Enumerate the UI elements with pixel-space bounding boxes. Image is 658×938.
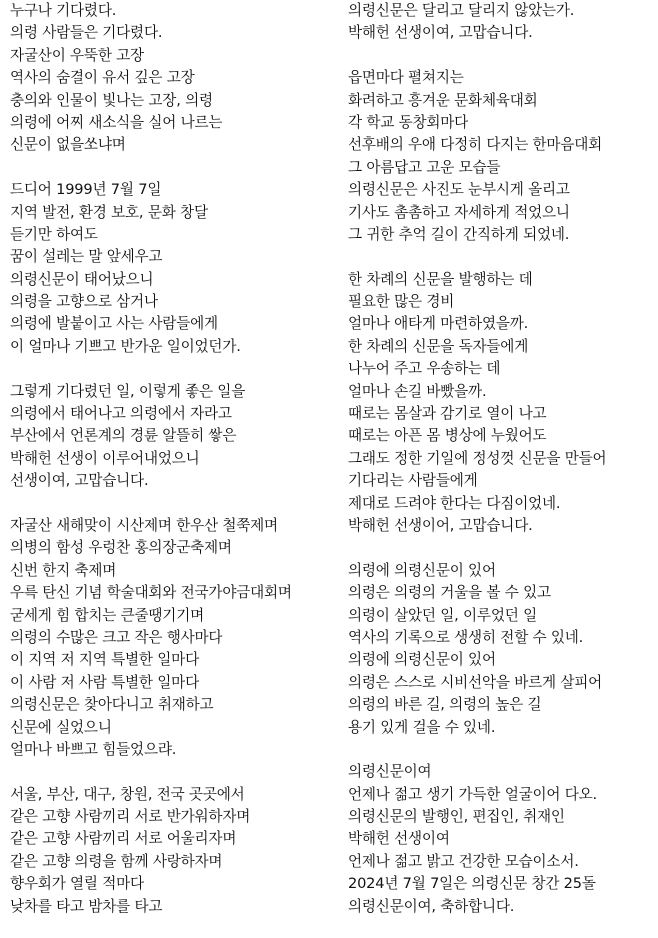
poem-line-left: 박해헌 선생이 이루어내었으니 bbox=[10, 449, 200, 467]
poem-line-left: 의병의 함성 우렁찬 홍의장군축제며 bbox=[10, 539, 232, 557]
poem-line-left: 이 얼마나 기쁘고 반가운 일이었던가. bbox=[10, 337, 241, 355]
stanza-break bbox=[10, 157, 335, 179]
poem-line-left: 꿈이 설레는 말 앞세우고 bbox=[10, 248, 163, 266]
poem-line-left: 의령의 수많은 크고 작은 행사마다 bbox=[10, 628, 223, 646]
poem-line-left: 의령에 어찌 새소식을 실어 나르는 bbox=[10, 113, 223, 131]
poem-line-left: 신번 한지 축제며 bbox=[10, 561, 117, 579]
stanza-break bbox=[10, 358, 335, 380]
poem-line-left: 드디어 1999년 7월 7일 bbox=[10, 181, 162, 199]
poem-line-right: 그 귀한 추억 길이 간직하게 되었네. bbox=[348, 225, 570, 243]
poem-line-right: 제대로 드려야 한다는 다짐이었네. bbox=[348, 494, 561, 512]
poem-line-right: 읍면마다 펼쳐지는 bbox=[348, 69, 464, 87]
poem-line-left: 역사의 숨결이 유서 깊은 고장 bbox=[10, 69, 195, 87]
poem-line-right: 화려하고 흥겨운 문화체육대회 bbox=[348, 91, 538, 109]
poem-line-left: 얼마나 바쁘고 힘들었으랴. bbox=[10, 740, 177, 758]
poem-line-right: 필요한 많은 경비 bbox=[348, 293, 455, 311]
poem-line-right: 선후배의 우애 다정히 다지는 한마음대회 bbox=[348, 136, 603, 154]
poem-line-left: 굳세게 힘 합치는 큰줄땡기기며 bbox=[10, 606, 204, 624]
poem-line-right: 나누어 주고 우송하는 데 bbox=[348, 360, 501, 378]
poem-line-left: 이 사람 저 사람 특별한 일마다 bbox=[10, 673, 199, 691]
poem-right-column bbox=[348, 0, 653, 918]
poem-line-left: 누구나 기다렸다. bbox=[10, 2, 117, 19]
poem-line-right: 의령은 의령의 거울을 볼 수 있고 bbox=[348, 584, 551, 602]
poem-line-right: 의령신문은 달리고 달리지 않았는가. bbox=[348, 2, 575, 19]
poem-line-right: 의령신문이여 bbox=[348, 763, 432, 781]
poem-line-left: 듣기만 하여도 bbox=[10, 225, 98, 243]
poem-line-right: 박해헌 선생이어, 고맙습니다. bbox=[348, 516, 533, 534]
poem-line-left: 지역 발전, 환경 보호, 문화 창달 bbox=[10, 203, 208, 221]
poem-line-right: 의령에 의령신문이 있어 bbox=[348, 651, 496, 669]
poem-line-left: 의령신문이 태어났으니 bbox=[10, 270, 154, 288]
poem-line-right: 의령신문이여, 축하합니다. bbox=[348, 897, 515, 915]
poem-line-right: 각 학교 동창회마다 bbox=[348, 113, 469, 131]
poem-line-right: 의령신문은 사진도 눈부시게 올리고 bbox=[348, 181, 570, 199]
poem-line-right: 때로는 아픈 몸 병상에 누웠어도 bbox=[348, 427, 547, 445]
poem-line-right: 그 아름답고 고운 모습들 bbox=[348, 158, 501, 176]
poem-line-left: 신문이 없을쏘냐며 bbox=[10, 136, 126, 154]
poem-line-right: 기다리는 사람들에게 bbox=[348, 472, 478, 490]
poem-line-left: 그렇게 기다렸던 일, 이렇게 좋은 일을 bbox=[10, 382, 246, 400]
poem-line-right: 한 차례의 신문을 발행하는 데 bbox=[348, 270, 533, 288]
stanza-break bbox=[348, 739, 653, 761]
poem-line-right: 박해헌 선생이여 bbox=[348, 830, 450, 848]
poem-line-left: 의령신문은 찾아다니고 취재하고 bbox=[10, 696, 214, 714]
stanza-break bbox=[10, 761, 335, 783]
poem-line-right: 의령에 의령신문이 있어 bbox=[348, 561, 496, 579]
poem-line-left: 자굴산이 우뚝한 고장 bbox=[10, 46, 144, 64]
poem-line-right: 의령신문의 발행인, 편집인, 취재인 bbox=[348, 808, 565, 826]
poem-line-left: 같은 고향 사람끼리 서로 반가워하자며 bbox=[10, 808, 251, 826]
poem-line-left: 향우회가 열릴 적마다 bbox=[10, 875, 144, 893]
poem-line-left: 선생이여, 고맙습니다. bbox=[10, 472, 149, 490]
stanza-break bbox=[10, 493, 335, 515]
poem-line-right: 그래도 정한 기일에 정성껏 신문을 만들어 bbox=[348, 449, 607, 467]
poem-line-right: 언제나 젊고 생기 가득한 얼굴이어 다오. bbox=[348, 785, 597, 803]
poem-line-left: 신문에 실었으니 bbox=[10, 718, 112, 736]
poem-line-right: 언제나 젊고 밝고 건강한 모습이소서. bbox=[348, 852, 579, 870]
poem-line-left: 충의와 인물이 빛나는 고장, 의령 bbox=[10, 91, 213, 109]
poem-line-right: 역사의 기록으로 생생히 전할 수 있네. bbox=[348, 628, 584, 646]
poem-line-right: 박해헌 선생이여, 고맙습니다. bbox=[348, 24, 533, 42]
poem-line-right: 의령이 살았던 일, 이루었던 일 bbox=[348, 606, 537, 624]
poem-line-left: 의령 사람들은 기다렸다. bbox=[10, 24, 163, 42]
poem-left-column bbox=[10, 0, 335, 918]
poem-line-left: 서울, 부산, 대구, 창원, 전국 곳곳에서 bbox=[10, 785, 245, 803]
poem-line-left: 우륵 탄신 기념 학술대회와 전국가야금대회며 bbox=[10, 584, 292, 602]
poem-line-right: 한 차례의 신문을 독자들에게 bbox=[348, 337, 529, 355]
poem-line-left: 부산에서 언론계의 경륜 알뜰히 쌓은 bbox=[10, 427, 237, 445]
poem-line-right: 용기 있게 걸을 수 있네. bbox=[348, 718, 496, 736]
poem-line-right: 의령의 바른 길, 의령의 높은 길 bbox=[348, 696, 542, 714]
poem-line-right: 2024년 7월 7일은 의령신문 창간 25돌 bbox=[348, 875, 596, 893]
stanza-break bbox=[348, 45, 653, 67]
stanza-break bbox=[348, 246, 653, 268]
poem-line-left: 자굴산 새해맞이 시산제며 한우산 철쭉제며 bbox=[10, 516, 278, 534]
poem-line-left: 의령에서 태어나고 의령에서 자라고 bbox=[10, 405, 232, 423]
poem-line-left: 의령에 발붙이고 사는 사람들에게 bbox=[10, 315, 218, 333]
poem-line-left: 같은 고향 사람끼리 서로 어울리자며 bbox=[10, 830, 237, 848]
poem-line-right: 얼마나 애타게 마련하였을까. bbox=[348, 315, 529, 333]
poem-line-right: 기사도 촘촘하고 자세하게 적었으니 bbox=[348, 203, 570, 221]
poem-line-left: 이 지역 저 지역 특별한 일마다 bbox=[10, 651, 199, 669]
poem-line-left: 의령을 고향으로 삼거나 bbox=[10, 293, 158, 311]
poem-line-right: 얼마나 손길 바빴을까. bbox=[348, 382, 487, 400]
stanza-break bbox=[348, 537, 653, 559]
poem-line-right: 때로는 몸살과 감기로 열이 나고 bbox=[348, 405, 547, 423]
poem-line-right: 의령은 스스로 시비선악을 바르게 살피어 bbox=[348, 673, 603, 691]
poem-line-left: 같은 고향 의령을 함께 사랑하자며 bbox=[10, 852, 223, 870]
poem-line-left: 낮차를 타고 밤차를 타고 bbox=[10, 897, 163, 915]
